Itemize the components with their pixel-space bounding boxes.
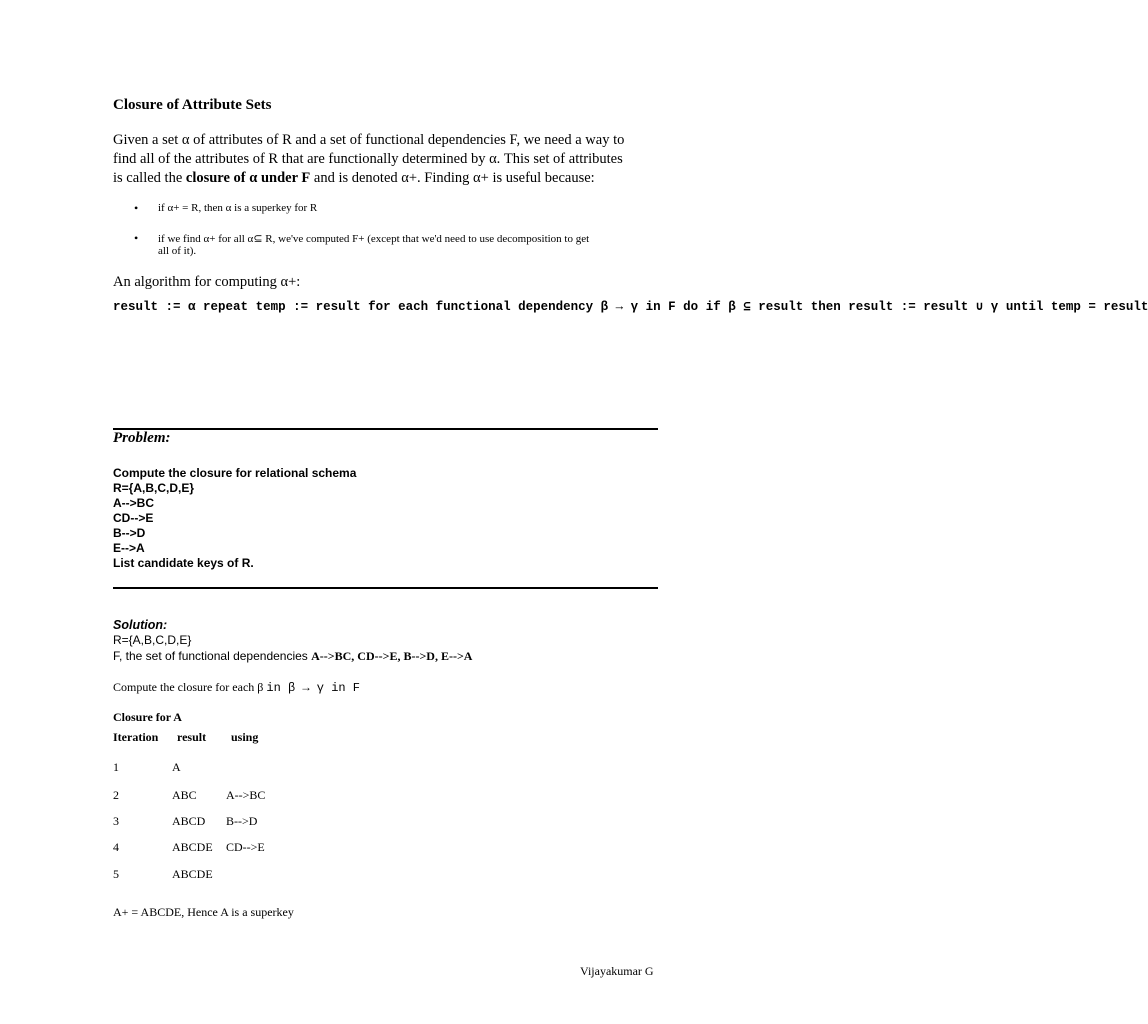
compute-formula: in β → γ in F [266, 681, 361, 695]
problem-line: A-->BC [113, 496, 154, 510]
using-cell: CD-->E [226, 840, 265, 854]
solution-schema: R={A,B,C,D,E} [113, 633, 192, 647]
compute-line [113, 680, 360, 695]
problem-line: CD-->E [113, 511, 154, 525]
intro-line-3 [113, 170, 595, 187]
code-line: result := result ∪ γ [848, 300, 999, 314]
conclusion: A+ = ABCDE, Hence A is a superkey [113, 905, 294, 919]
code-line: temp := result [255, 300, 361, 314]
intro-line-3-start: is called the [113, 170, 186, 186]
closure-term: closure of α under F [185, 170, 311, 186]
solution-fd-line [113, 649, 472, 664]
intro-line-2: find all of the attributes of R that are functionally determined by α. This set of attributes [113, 151, 623, 167]
col-header-result: result [177, 730, 207, 744]
algorithm-code [113, 299, 1148, 316]
iteration-cell: 1 [113, 760, 119, 774]
iteration-cell: 4 [113, 840, 119, 854]
fd-list: A-->BC, CD-->E, B-->D, E-->A [311, 649, 473, 663]
solution-heading: Solution: [113, 618, 168, 632]
fd-prefix: F, the set of functional dependencies [113, 649, 312, 663]
col-header-using: using [231, 730, 259, 744]
intro-line-1: Given a set α of attributes of R and a set of functional dependencies F, we need a way to [113, 132, 625, 148]
problem-line: Compute the closure for relational schema [113, 466, 357, 480]
intro-line-3-end: and is denoted α+. Finding α+ is useful because: [310, 170, 595, 186]
problem-heading: Problem: [113, 430, 171, 446]
problem-line: E-->A [113, 541, 145, 555]
col-header-iteration: Iteration [113, 730, 159, 744]
code-line: if β ⊆ result then [705, 300, 841, 314]
bullet-2-line-2: all of it). [158, 245, 197, 257]
result-cell: ABCDE [172, 840, 213, 854]
iteration-cell: 2 [113, 788, 119, 802]
iteration-cell: 3 [113, 814, 119, 828]
problem-line: B-->D [113, 526, 146, 540]
code-line: until temp = result [1005, 300, 1148, 314]
divider-rule [113, 428, 658, 430]
code-line: repeat [203, 300, 249, 314]
result-cell: ABC [172, 788, 197, 802]
using-cell: B-->D [226, 814, 258, 828]
problem-line: List candidate keys of R. [113, 556, 254, 570]
bullet-dot-1: • [134, 201, 139, 215]
bullet-2-line-1: if we find α+ for all α⊆ R, we've computed F+ (except that we'd need to use decomposition to get [158, 233, 590, 245]
result-cell: ABCDE [172, 867, 213, 881]
using-cell: A-->BC [226, 788, 266, 802]
divider-rule [113, 587, 658, 589]
code-line: for each functional dependency β → γ in F do [368, 300, 699, 314]
result-cell: ABCD [172, 814, 206, 828]
iteration-cell: 5 [113, 867, 119, 881]
code-line: result := α [113, 300, 196, 314]
compute-text: Compute the closure for each β [113, 680, 267, 694]
author-footer: Vijayakumar G [580, 964, 654, 978]
result-cell: A [172, 760, 181, 774]
algorithm-heading: An algorithm for computing α+: [113, 274, 301, 290]
section-title: Closure of Attribute Sets [113, 97, 272, 113]
problem-line: R={A,B,C,D,E} [113, 481, 195, 495]
bullet-1-text: if α+ = R, then α is a superkey for R [158, 202, 318, 214]
bullet-dot-2: • [134, 231, 139, 245]
closure-heading: Closure for A [113, 710, 182, 724]
